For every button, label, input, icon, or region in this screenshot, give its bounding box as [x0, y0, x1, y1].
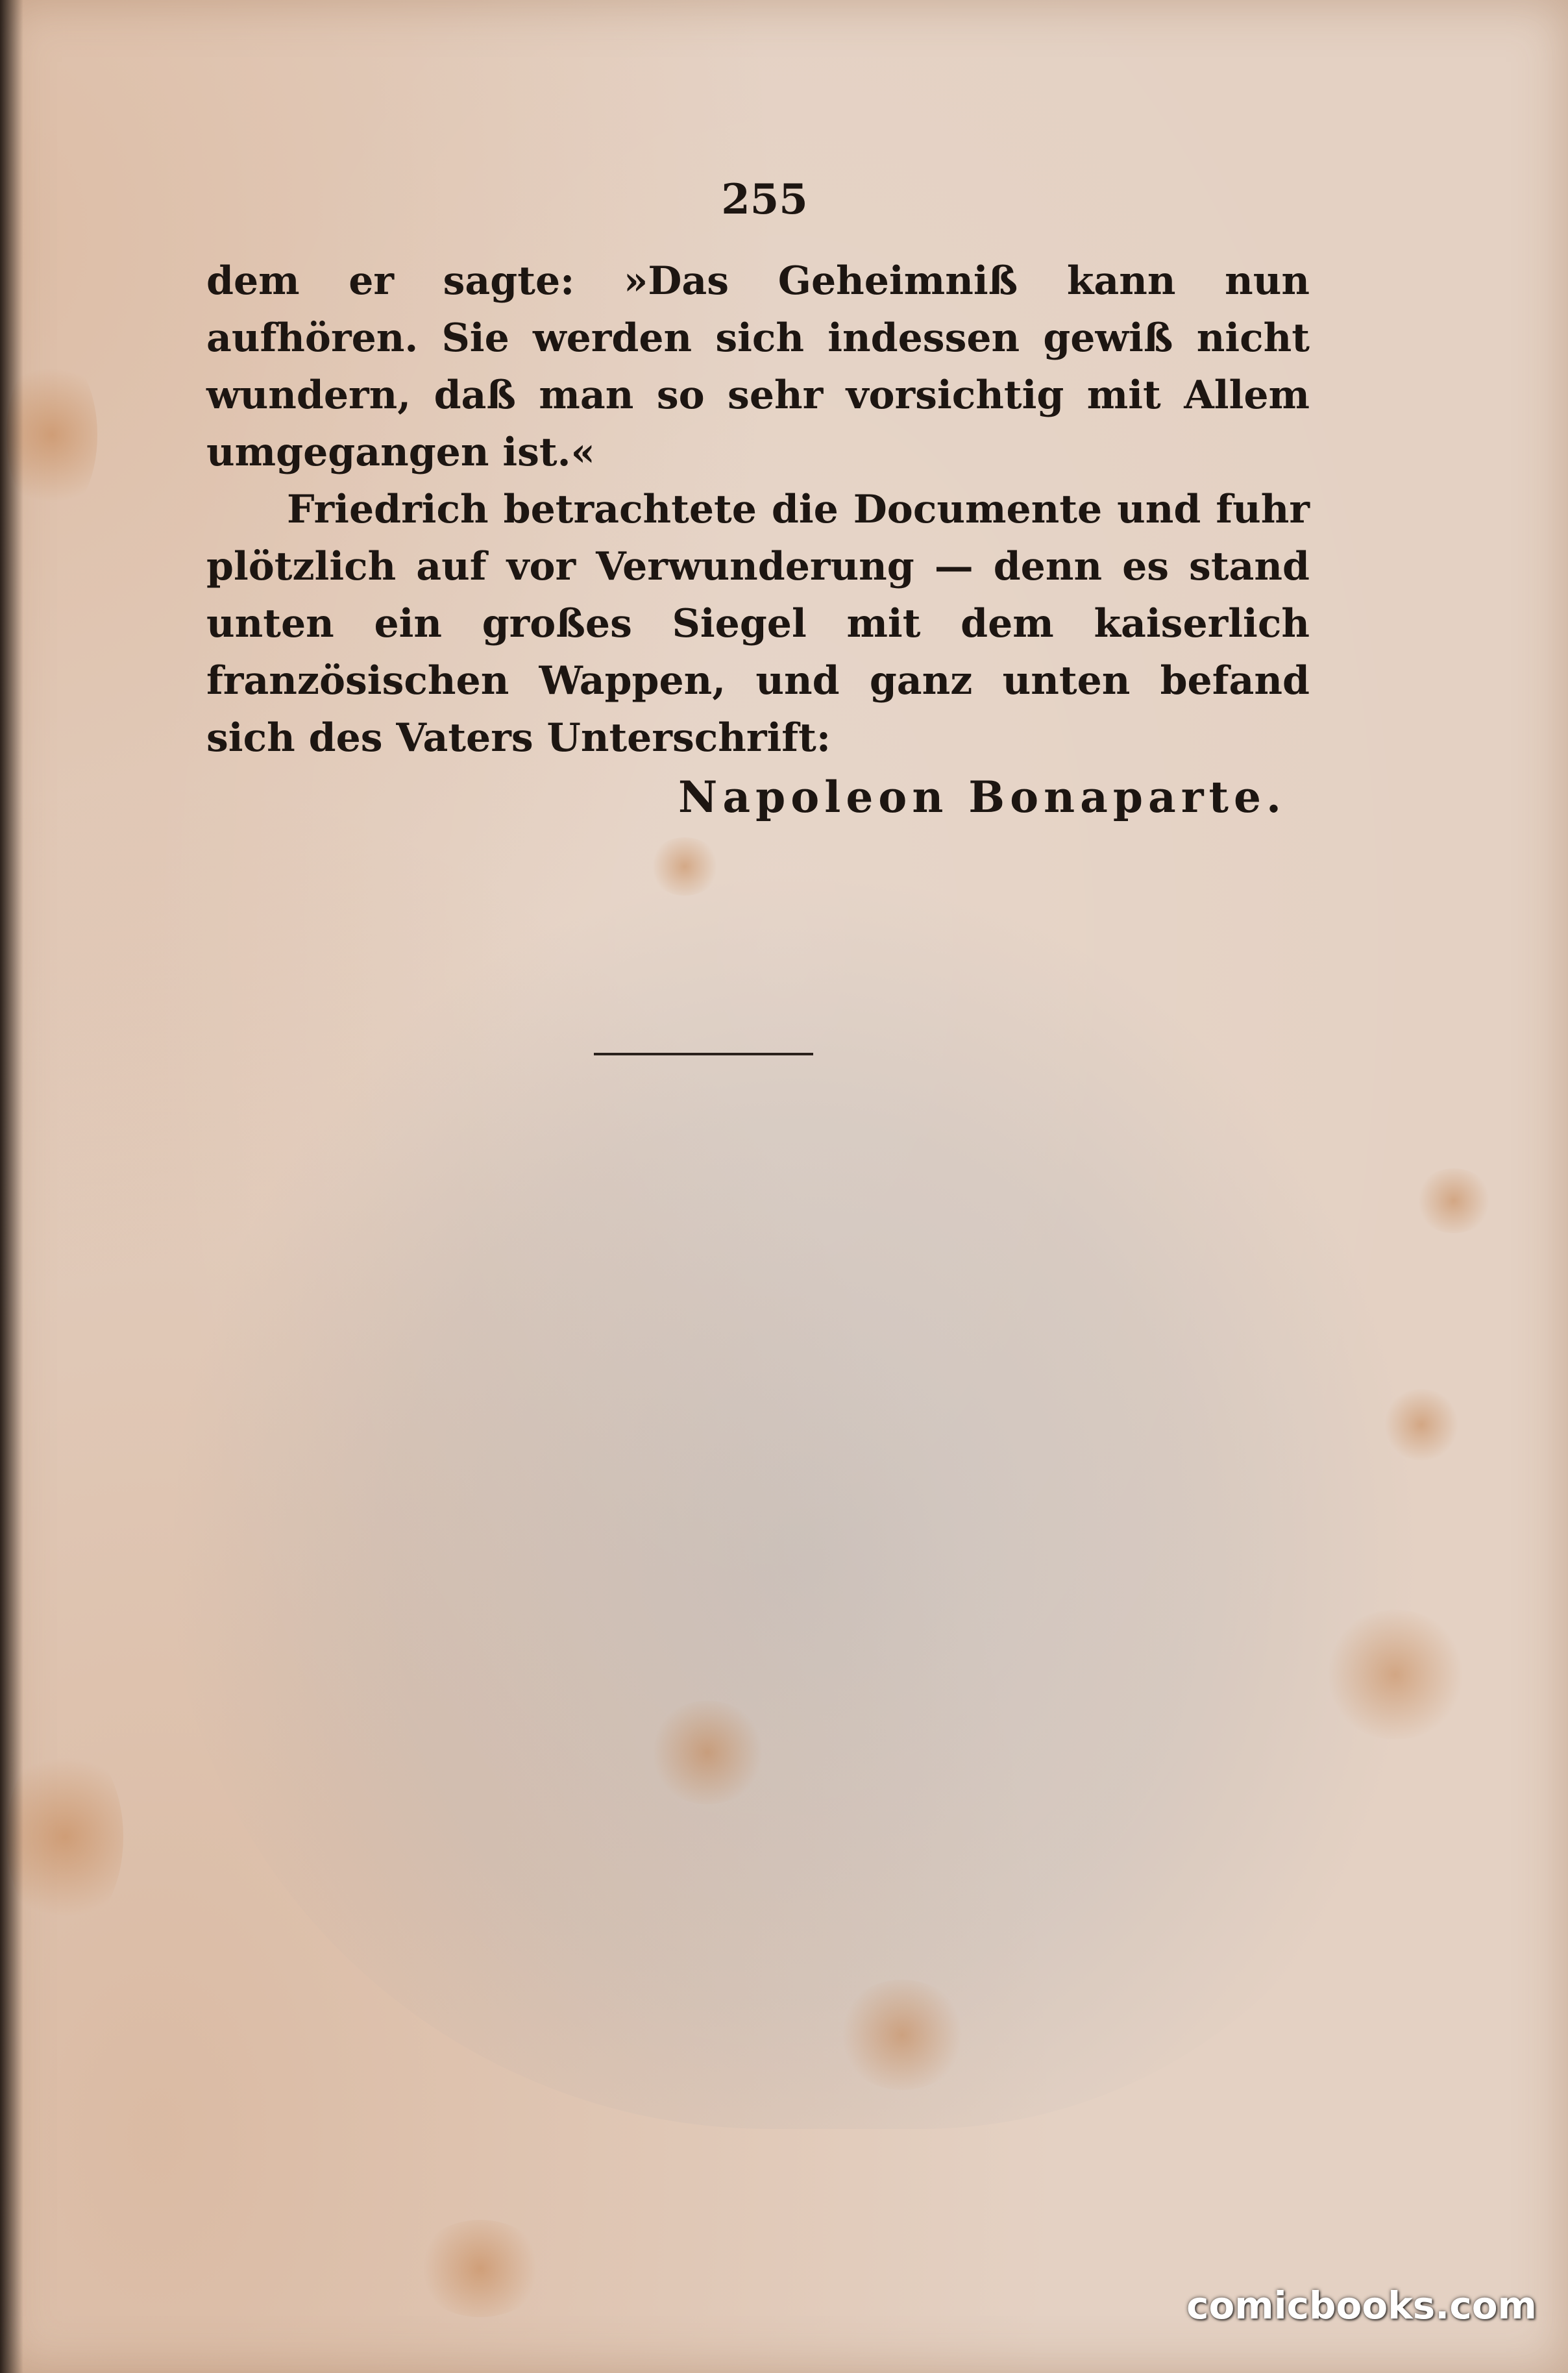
foxing-stain	[649, 1701, 766, 1804]
watermark: comicbooks.com	[1186, 2283, 1537, 2328]
page-gutter-shadow	[0, 0, 23, 2373]
section-divider	[594, 1053, 813, 1055]
foxing-stain	[415, 2220, 545, 2317]
signature: Napoleon Bonaparte.	[678, 772, 1286, 822]
foxing-stain	[6, 1740, 123, 1934]
page-text	[206, 175, 1310, 822]
foxing-stain	[837, 1980, 967, 2090]
paragraph: dem er sagte: »Das Geheimniß kann nun aufhören. Sie werden sich indessen gewiß nicht wundern, daß man so sehr vorsichtig mit Allem umgegangen ist.«	[206, 258, 1310, 475]
foxing-stain	[649, 837, 720, 896]
foxing-stain	[1382, 1389, 1460, 1460]
paragraph: Friedrich betrachtete die Documente und fuhr plötzlich auf vor Verwunderung — denn es stand unten ein großes Siegel mit dem kaiserlich französischen Wappen, und ganz unten befand sich des Vaters Unterschrift:	[206, 487, 1310, 761]
page-number: 255	[721, 175, 808, 224]
foxing-stain	[1415, 1168, 1493, 1233]
foxing-stain	[1324, 1610, 1467, 1740]
